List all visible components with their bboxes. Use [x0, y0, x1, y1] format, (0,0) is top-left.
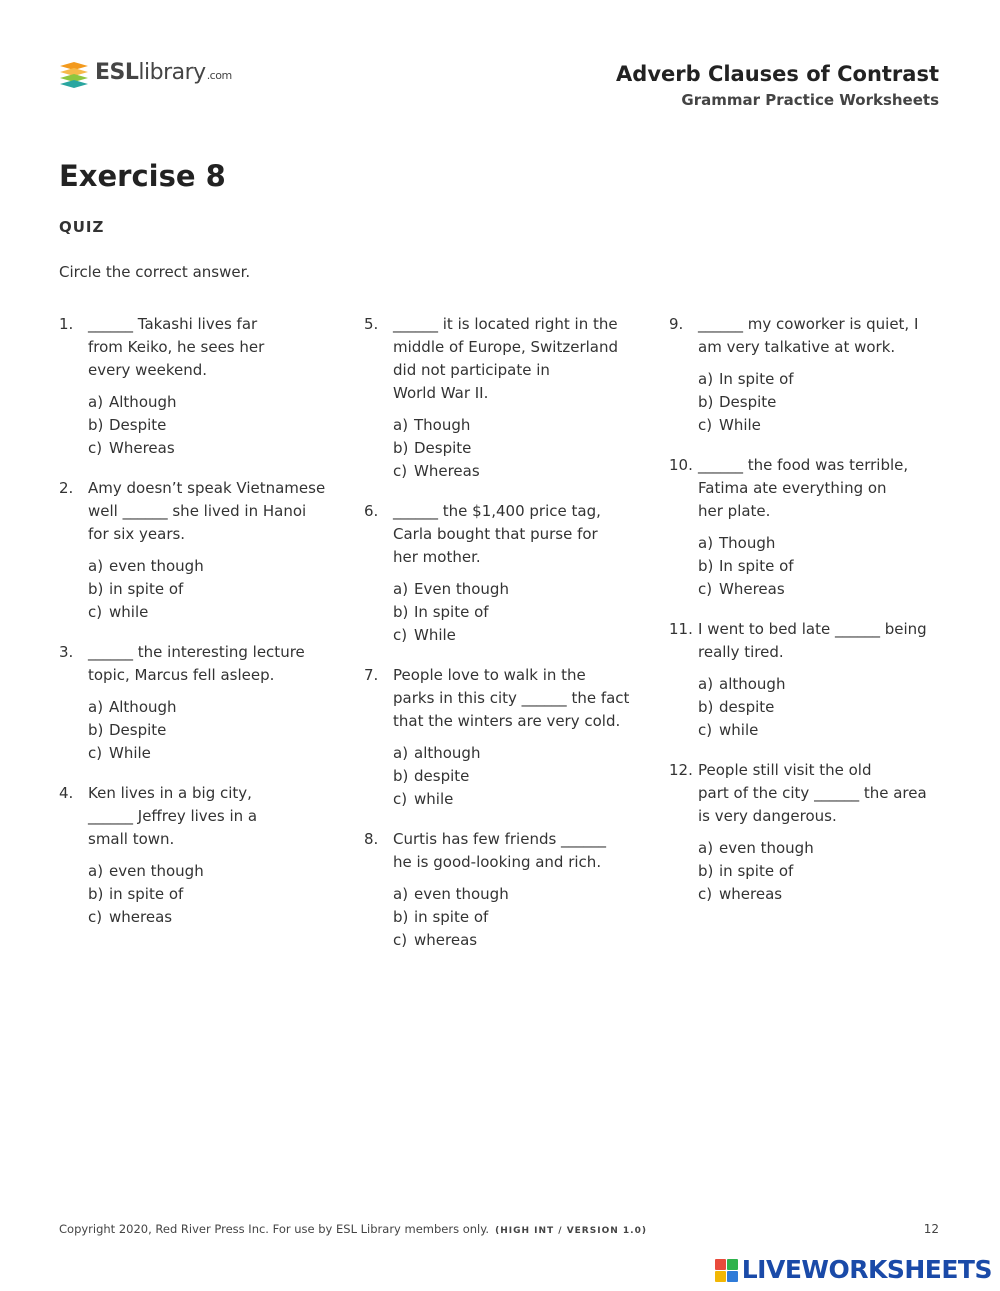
option-text: even though [109, 862, 204, 880]
question-text: People still visit the old part of the city ______ the area is very dangerous. [698, 761, 927, 825]
question-text: ______ the $1,400 price tag, Carla bought that purse for her mother. [393, 502, 601, 566]
answer-option[interactable] [88, 391, 344, 414]
answer-option[interactable] [393, 742, 649, 765]
answer-options [393, 742, 649, 811]
option-text: whereas [109, 908, 173, 926]
answer-option[interactable] [88, 696, 344, 719]
answer-option[interactable] [698, 578, 954, 601]
option-letter: c) [88, 603, 103, 621]
answer-options [698, 368, 954, 437]
option-letter: b) [88, 416, 104, 434]
answer-option[interactable] [698, 391, 954, 414]
question-number: 9. [669, 315, 684, 333]
answer-option[interactable] [698, 860, 954, 883]
question-text: ______ my coworker is quiet, I am very talkative at work. [698, 315, 919, 356]
answer-option[interactable] [393, 437, 649, 460]
answer-option[interactable] [393, 601, 649, 624]
option-text: even though [414, 885, 509, 903]
question-text: ______ the interesting lecture topic, Marcus fell asleep. [88, 643, 305, 684]
watermark-text: LIVEWORKSHEETS [741, 1255, 992, 1284]
option-letter: b) [393, 603, 409, 621]
copyright-notice [59, 1221, 647, 1239]
answer-option[interactable] [393, 578, 649, 601]
esl-library-logo [58, 58, 232, 91]
answer-option[interactable] [88, 883, 344, 906]
question-item [669, 759, 954, 906]
option-text: although [719, 675, 786, 693]
answer-option[interactable] [393, 906, 649, 929]
answer-options [88, 391, 344, 460]
option-text: Despite [109, 416, 167, 434]
answer-option[interactable] [698, 555, 954, 578]
grid-tile-e [727, 1271, 738, 1282]
answer-options [698, 673, 954, 742]
option-letter: c) [393, 462, 408, 480]
question-item [669, 618, 954, 742]
answer-option[interactable] [88, 437, 344, 460]
answer-option[interactable] [393, 883, 649, 906]
option-text: Whereas [109, 439, 175, 457]
answer-options [88, 860, 344, 929]
answer-option[interactable] [88, 906, 344, 929]
section-label: QUIZ [59, 218, 105, 236]
option-letter: c) [698, 721, 713, 739]
option-letter: b) [88, 580, 104, 598]
answer-options [698, 837, 954, 906]
option-letter: a) [88, 698, 104, 716]
option-letter: b) [698, 393, 714, 411]
question-item [59, 782, 344, 929]
question-column-3 [669, 313, 954, 923]
question-item [364, 313, 649, 483]
answer-option[interactable] [698, 837, 954, 860]
question-text: People love to walk in the parks in this city ______ the fact that the winters are very cold. [393, 666, 630, 730]
option-text: Whereas [719, 580, 785, 598]
answer-option[interactable] [393, 929, 649, 952]
grid-tile-l [715, 1259, 726, 1270]
answer-option[interactable] [698, 532, 954, 555]
question-number: 8. [364, 830, 379, 848]
option-letter: b) [88, 721, 104, 739]
option-letter: b) [698, 862, 714, 880]
option-letter: a) [393, 744, 409, 762]
option-letter: c) [88, 744, 103, 762]
option-letter: a) [393, 416, 409, 434]
question-item [59, 641, 344, 765]
option-letter: a) [393, 580, 409, 598]
option-text: Though [719, 534, 776, 552]
option-letter: a) [698, 370, 714, 388]
question-number: 1. [59, 315, 74, 333]
question-item [59, 313, 344, 460]
answer-options [393, 883, 649, 952]
question-text: I went to bed late ______ being really tired. [698, 620, 927, 661]
option-letter: c) [393, 931, 408, 949]
question-column-1 [59, 313, 344, 946]
option-text: in spite of [719, 862, 794, 880]
question-number: 12. [669, 761, 693, 779]
option-text: In spite of [719, 370, 794, 388]
level-version: (HIGH INT / VERSION 1.0) [495, 1226, 647, 1236]
option-letter: a) [698, 839, 714, 857]
answer-option[interactable] [393, 624, 649, 647]
answer-option[interactable] [698, 414, 954, 437]
question-number: 10. [669, 456, 693, 474]
option-text: While [109, 744, 151, 762]
question-number: 11. [669, 620, 693, 638]
question-text: ______ Takashi lives far from Keiko, he sees her every weekend. [88, 315, 265, 379]
option-text: Although [109, 393, 177, 411]
option-letter: c) [393, 790, 408, 808]
question-number: 7. [364, 666, 379, 684]
option-letter: a) [698, 534, 714, 552]
brand-wordmark [95, 58, 232, 91]
answer-option[interactable] [393, 765, 649, 788]
liveworksheets-grid-icon [715, 1259, 738, 1282]
option-text: Despite [109, 721, 167, 739]
option-text: Whereas [414, 462, 480, 480]
liveworksheets-watermark [715, 1255, 992, 1285]
option-letter: c) [88, 908, 103, 926]
option-letter: a) [88, 557, 104, 575]
option-text: In spite of [414, 603, 489, 621]
answer-option[interactable] [88, 578, 344, 601]
option-text: even though [719, 839, 814, 857]
option-text: Despite [719, 393, 777, 411]
stacked-books-icon [58, 60, 90, 90]
answer-option[interactable] [698, 696, 954, 719]
option-text: even though [109, 557, 204, 575]
answer-option[interactable] [698, 719, 954, 742]
document-title: Adverb Clauses of Contrast [616, 62, 939, 86]
question-text: Curtis has few friends ______ he is good-looking and rich. [393, 830, 607, 871]
document-subtitle: Grammar Practice Worksheets [681, 91, 939, 109]
option-letter: c) [88, 439, 103, 457]
question-text: Amy doesn’t speak Vietnamese well ______ she lived in Hanoi for six years. [88, 479, 326, 543]
answer-option[interactable] [698, 673, 954, 696]
option-text: while [109, 603, 149, 621]
question-number: 5. [364, 315, 379, 333]
answer-option[interactable] [88, 719, 344, 742]
option-text: while [414, 790, 454, 808]
option-text: While [719, 416, 761, 434]
instructions: Circle the correct answer. [59, 263, 251, 281]
option-text: Although [109, 698, 177, 716]
option-text: while [719, 721, 759, 739]
option-letter: a) [393, 885, 409, 903]
answer-option[interactable] [698, 883, 954, 906]
option-letter: b) [88, 885, 104, 903]
option-letter: a) [88, 862, 104, 880]
copyright-text: Copyright 2020, Red River Press Inc. For use by ESL Library members only. [59, 1222, 490, 1236]
option-text: despite [414, 767, 470, 785]
question-column-2 [364, 313, 649, 969]
question-text: Ken lives in a big city, ______ Jeffrey lives in a small town. [88, 784, 258, 848]
option-letter: b) [393, 767, 409, 785]
grid-tile-i [727, 1259, 738, 1270]
option-text: Even though [414, 580, 509, 598]
answer-option[interactable] [393, 788, 649, 811]
answer-option[interactable] [88, 555, 344, 578]
option-text: Despite [414, 439, 472, 457]
option-text: Though [414, 416, 471, 434]
answer-option[interactable] [393, 460, 649, 483]
grid-tile-v [715, 1271, 726, 1282]
question-number: 4. [59, 784, 74, 802]
brand-light: library [138, 60, 206, 85]
option-letter: b) [698, 698, 714, 716]
option-text: in spite of [109, 885, 184, 903]
answer-option[interactable] [393, 414, 649, 437]
answer-options [393, 414, 649, 483]
answer-options [698, 532, 954, 601]
brand-bold: ESL [95, 60, 139, 85]
option-letter: c) [698, 416, 713, 434]
option-letter: b) [393, 908, 409, 926]
page-number: 12 [923, 1222, 939, 1236]
option-letter: c) [393, 626, 408, 644]
answer-options [393, 578, 649, 647]
question-item [364, 500, 649, 647]
question-item [59, 477, 344, 624]
question-item [669, 454, 954, 601]
answer-option[interactable] [698, 368, 954, 391]
question-number: 2. [59, 479, 74, 497]
answer-option[interactable] [88, 742, 344, 765]
option-text: in spite of [109, 580, 184, 598]
question-item [364, 828, 649, 952]
brand-suffix: .com [206, 69, 232, 82]
question-number: 6. [364, 502, 379, 520]
question-number: 3. [59, 643, 74, 661]
answer-option[interactable] [88, 860, 344, 883]
option-text: While [414, 626, 456, 644]
option-letter: a) [698, 675, 714, 693]
answer-options [88, 696, 344, 765]
option-letter: b) [393, 439, 409, 457]
answer-option[interactable] [88, 414, 344, 437]
option-letter: a) [88, 393, 104, 411]
option-letter: c) [698, 885, 713, 903]
option-text: whereas [719, 885, 783, 903]
exercise-title: Exercise 8 [59, 159, 226, 193]
answer-options [88, 555, 344, 624]
question-text: ______ the food was terrible, Fatima ate everything on her plate. [698, 456, 909, 520]
option-text: In spite of [719, 557, 794, 575]
option-letter: c) [698, 580, 713, 598]
option-text: despite [719, 698, 775, 716]
option-text: whereas [414, 931, 478, 949]
question-text: ______ it is located right in the middle of Europe, Switzerland did not participate in World War II. [393, 315, 618, 402]
option-letter: b) [698, 557, 714, 575]
question-item [364, 664, 649, 811]
option-text: although [414, 744, 481, 762]
option-text: in spite of [414, 908, 489, 926]
question-item [669, 313, 954, 437]
answer-option[interactable] [88, 601, 344, 624]
